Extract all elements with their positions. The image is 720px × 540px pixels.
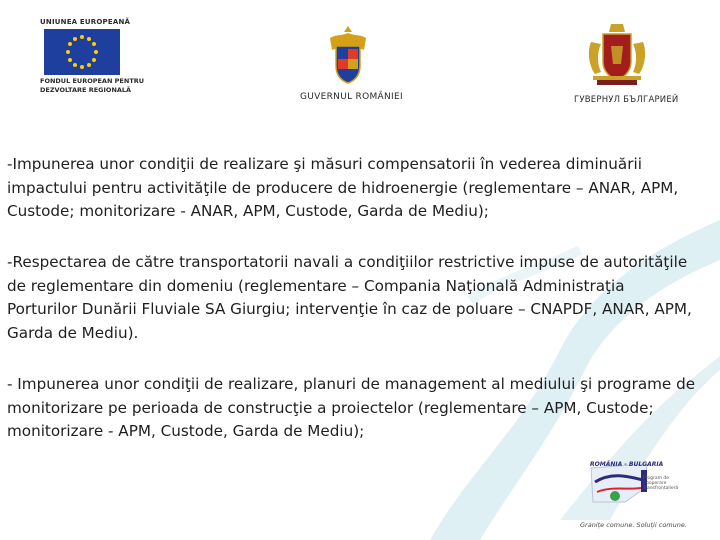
romania-government-caption: GUVERNUL ROMÂNIEI	[300, 92, 403, 102]
paragraph-construction-monitoring: - Impunerea unor condiţii de realizare, planuri de management al mediului şi programe de monitorizare pe perioada de construcţie a proiectelor (reglementare – APM, Custode; monitorizare - APM, Custode, Garda de Mediu);	[7, 375, 696, 440]
paragraph-naval-transport: -Respectarea de către transportatorii navali a condiţiilor restrictive impuse de autorităţile de reglementare din domeniu (reglementare – Compania Naţională Administraţia Porturilor Dunării Fluviale SA Giurgiu; intervenţie în caz de poluare – CNAPDF, ANAR, APM, Garda de Mediu).	[7, 253, 692, 342]
program-slogan: Granițe comune. Soluții comune.	[580, 521, 687, 529]
program-description: Program de Cooperare Transfrontalieră	[643, 476, 679, 492]
bulgaria-coat-of-arms-icon	[585, 22, 649, 88]
bulgaria-government-caption: ГУВЕРНУЛ БЪЛГАРИЕЙ	[574, 95, 679, 105]
program-logo-icon	[585, 458, 685, 530]
eu-flag-icon	[44, 29, 120, 75]
romania-coat-of-arms-icon	[326, 24, 370, 86]
eu-top-label: UNIUNEA EUROPEANĂ	[40, 18, 131, 26]
eu-bottom-label-1: FONDUL EUROPEAN PENTRU	[40, 77, 145, 85]
eu-bottom-label-2: DEZVOLTARE REGIONALĂ	[40, 86, 132, 94]
program-title: ROMÂNIA - BULGARIA	[590, 461, 664, 468]
paragraph-hydropower: -Impunerea unor condiţii de realizare şi măsuri compensatorii în vederea diminuării impactului pentru activităţile de producere de hidroenergie (reglementare – ANAR, APM, Custode; monitorizare - ANAR, APM, Custode, Garda de Mediu);	[7, 155, 679, 220]
